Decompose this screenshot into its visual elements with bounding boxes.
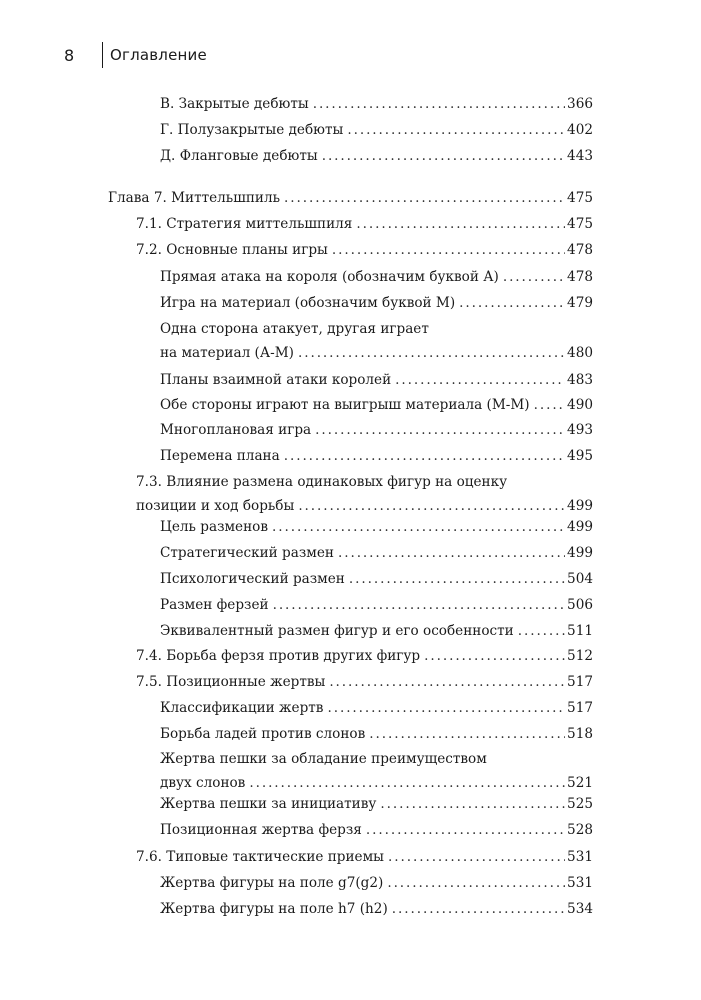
- toc-entry[interactable]: [160, 144, 593, 168]
- dot-leader: [313, 92, 565, 116]
- dot-leader: [315, 418, 565, 442]
- dot-leader: [392, 897, 565, 921]
- toc-entry[interactable]: [160, 444, 593, 468]
- toc-section-entry[interactable]: [136, 470, 593, 518]
- toc-entry-title: Позиционная жертва ферзя: [160, 822, 362, 838]
- toc-entry[interactable]: [160, 619, 593, 643]
- toc-entry-page: 475: [567, 216, 593, 232]
- toc-entry-title: Жертва фигуры на поле h7 (h2): [160, 901, 388, 917]
- toc-entry-title: позиции и ход борьбы: [136, 498, 295, 514]
- toc-entry-page: 475: [567, 190, 593, 206]
- header-divider: [102, 42, 103, 68]
- toc-entry-page: 480: [567, 345, 593, 361]
- toc-entry-title: Психологический размен: [160, 571, 345, 587]
- toc-entry[interactable]: [160, 317, 593, 365]
- toc-entry-title: двух слонов: [160, 775, 246, 791]
- toc-entry-page: 366: [567, 96, 593, 112]
- dot-leader: [298, 341, 565, 365]
- toc-entry-page: 506: [567, 597, 593, 613]
- toc-entry-page: 490: [567, 397, 593, 413]
- toc-entry-page: 478: [567, 242, 593, 258]
- dot-leader: [518, 619, 565, 643]
- toc-entry-page: 483: [567, 372, 593, 388]
- toc-entry-title: Жертва пешки за инициативу: [160, 796, 377, 812]
- toc-entry-page: 528: [567, 822, 593, 838]
- toc-entry[interactable]: [160, 418, 593, 442]
- toc-entry-title: Перемена плана: [160, 448, 280, 464]
- dot-leader: [424, 644, 565, 668]
- toc-entry-page: 499: [567, 498, 593, 514]
- toc-entry-title: 7.1. Стратегия миттельшпиля: [136, 216, 353, 232]
- toc-entry-title: Стратегический размен: [160, 545, 334, 561]
- dot-leader: [347, 118, 565, 142]
- toc-entry-title: Г. Полузакрытые дебюты: [160, 122, 344, 138]
- dot-leader: [329, 670, 565, 694]
- dot-leader: [349, 567, 565, 591]
- toc-entry[interactable]: [160, 871, 593, 895]
- toc-entry-page: 531: [567, 875, 593, 891]
- toc-entry-page: 517: [567, 700, 593, 716]
- toc-entry-title: Классификации жертв: [160, 700, 324, 716]
- toc-entry-page: 511: [567, 623, 593, 639]
- dot-leader: [273, 593, 565, 617]
- toc-entry-title: Прямая атака на короля (обозначим буквой А): [160, 269, 499, 285]
- toc-entry-title-line1: 7.3. Влияние размена одинаковых фигур на оценку: [136, 474, 508, 490]
- dot-leader: [356, 212, 565, 236]
- toc-section-entry[interactable]: [136, 644, 593, 668]
- toc-entry-title: Эквивалентный размен фигур и его особенности: [160, 623, 514, 639]
- dot-leader: [327, 696, 565, 720]
- dot-leader: [338, 541, 565, 565]
- toc-entry-title: Планы взаимной атаки королей: [160, 372, 392, 388]
- dot-leader: [387, 871, 565, 895]
- toc-entry[interactable]: [160, 818, 593, 842]
- toc-entry-title: Игра на материал (обозначим буквой М): [160, 295, 456, 311]
- toc-entry-title: 7.2. Основные планы игры: [136, 242, 328, 258]
- toc-entry-title: 7.5. Позиционные жертвы: [136, 674, 326, 690]
- toc-entry[interactable]: [160, 897, 593, 921]
- toc-entry-title: на материал (А-М): [160, 345, 294, 361]
- toc-entry-page: 499: [567, 545, 593, 561]
- toc-entry[interactable]: [160, 593, 593, 617]
- toc-chapter-entry[interactable]: [108, 186, 593, 210]
- dot-leader: [284, 444, 565, 468]
- dot-leader: [395, 368, 565, 392]
- toc-entry-title-line1: Одна сторона атакует, другая играет: [160, 321, 429, 337]
- toc-entry-page: 534: [567, 901, 593, 917]
- toc-entry-title-line1: Жертва пешки за обладание преимуществом: [160, 751, 487, 767]
- toc-entry-page: 478: [567, 269, 593, 285]
- toc-entry[interactable]: [160, 265, 593, 289]
- toc-entry-title: Борьба ладей против слонов: [160, 726, 366, 742]
- toc-entry-page: 499: [567, 519, 593, 535]
- toc-entry-page: 479: [567, 295, 593, 311]
- toc-entry-page: 531: [567, 849, 593, 865]
- toc-entry[interactable]: [160, 118, 593, 142]
- dot-leader: [534, 393, 565, 417]
- toc-entry-title: Многоплановая игра: [160, 422, 312, 438]
- toc-entry-page: 493: [567, 422, 593, 438]
- toc-entry-title: Жертва фигуры на поле g7(g2): [160, 875, 384, 891]
- dot-leader: [388, 845, 565, 869]
- toc-section-entry[interactable]: [136, 670, 593, 694]
- dot-leader: [272, 515, 565, 539]
- toc-section-entry[interactable]: [136, 845, 593, 869]
- toc-entry-title: Глава 7. Миттельшпиль: [108, 190, 281, 206]
- dot-leader: [459, 291, 565, 315]
- toc-entry-page: 402: [567, 122, 593, 138]
- toc-entry-title: Д. Фланговые дебюты: [160, 148, 318, 164]
- toc-entry-title: В. Закрытые дебюты: [160, 96, 309, 112]
- toc-entry-title: Цель разменов: [160, 519, 268, 535]
- toc-entry[interactable]: [160, 291, 593, 315]
- toc-entry[interactable]: [160, 515, 593, 539]
- toc-entry[interactable]: [160, 722, 593, 746]
- section-title: Оглавление: [110, 46, 207, 64]
- dot-leader: [380, 792, 565, 816]
- toc-entry-page: 443: [567, 148, 593, 164]
- toc-entry[interactable]: [160, 567, 593, 591]
- toc-section-entry[interactable]: [136, 238, 593, 262]
- toc-entry-page: 525: [567, 796, 593, 812]
- page-number: 8: [64, 45, 75, 65]
- toc-entry[interactable]: [160, 368, 593, 392]
- toc-entry-page: 517: [567, 674, 593, 690]
- toc-entry[interactable]: [160, 792, 593, 816]
- toc-entry[interactable]: [160, 541, 593, 565]
- toc-entry[interactable]: [160, 747, 593, 795]
- dot-leader: [322, 144, 565, 168]
- toc-entry-title: 7.4. Борьба ферзя против других фигур: [136, 648, 421, 664]
- toc-entry-page: 518: [567, 726, 593, 742]
- dot-leader: [284, 186, 565, 210]
- toc-entry-title: Размен ферзей: [160, 597, 269, 613]
- toc-entry[interactable]: [160, 696, 593, 720]
- dot-leader: [369, 722, 565, 746]
- dot-leader: [332, 238, 565, 262]
- dot-leader: [503, 265, 565, 289]
- dot-leader: [366, 818, 565, 842]
- toc-entry[interactable]: [160, 393, 593, 417]
- toc-entry-title: 7.6. Типовые тактические приемы: [136, 849, 384, 865]
- toc-entry-page: 521: [567, 775, 593, 791]
- toc-section-entry[interactable]: [136, 212, 593, 236]
- page-header: [64, 42, 207, 68]
- toc-entry-page: 495: [567, 448, 593, 464]
- toc-entry-page: 504: [567, 571, 593, 587]
- toc-entry-title: Обе стороны играют на выигрыш материала (М-М): [160, 397, 530, 413]
- toc-entry[interactable]: [160, 92, 593, 116]
- toc-entry-page: 512: [567, 648, 593, 664]
